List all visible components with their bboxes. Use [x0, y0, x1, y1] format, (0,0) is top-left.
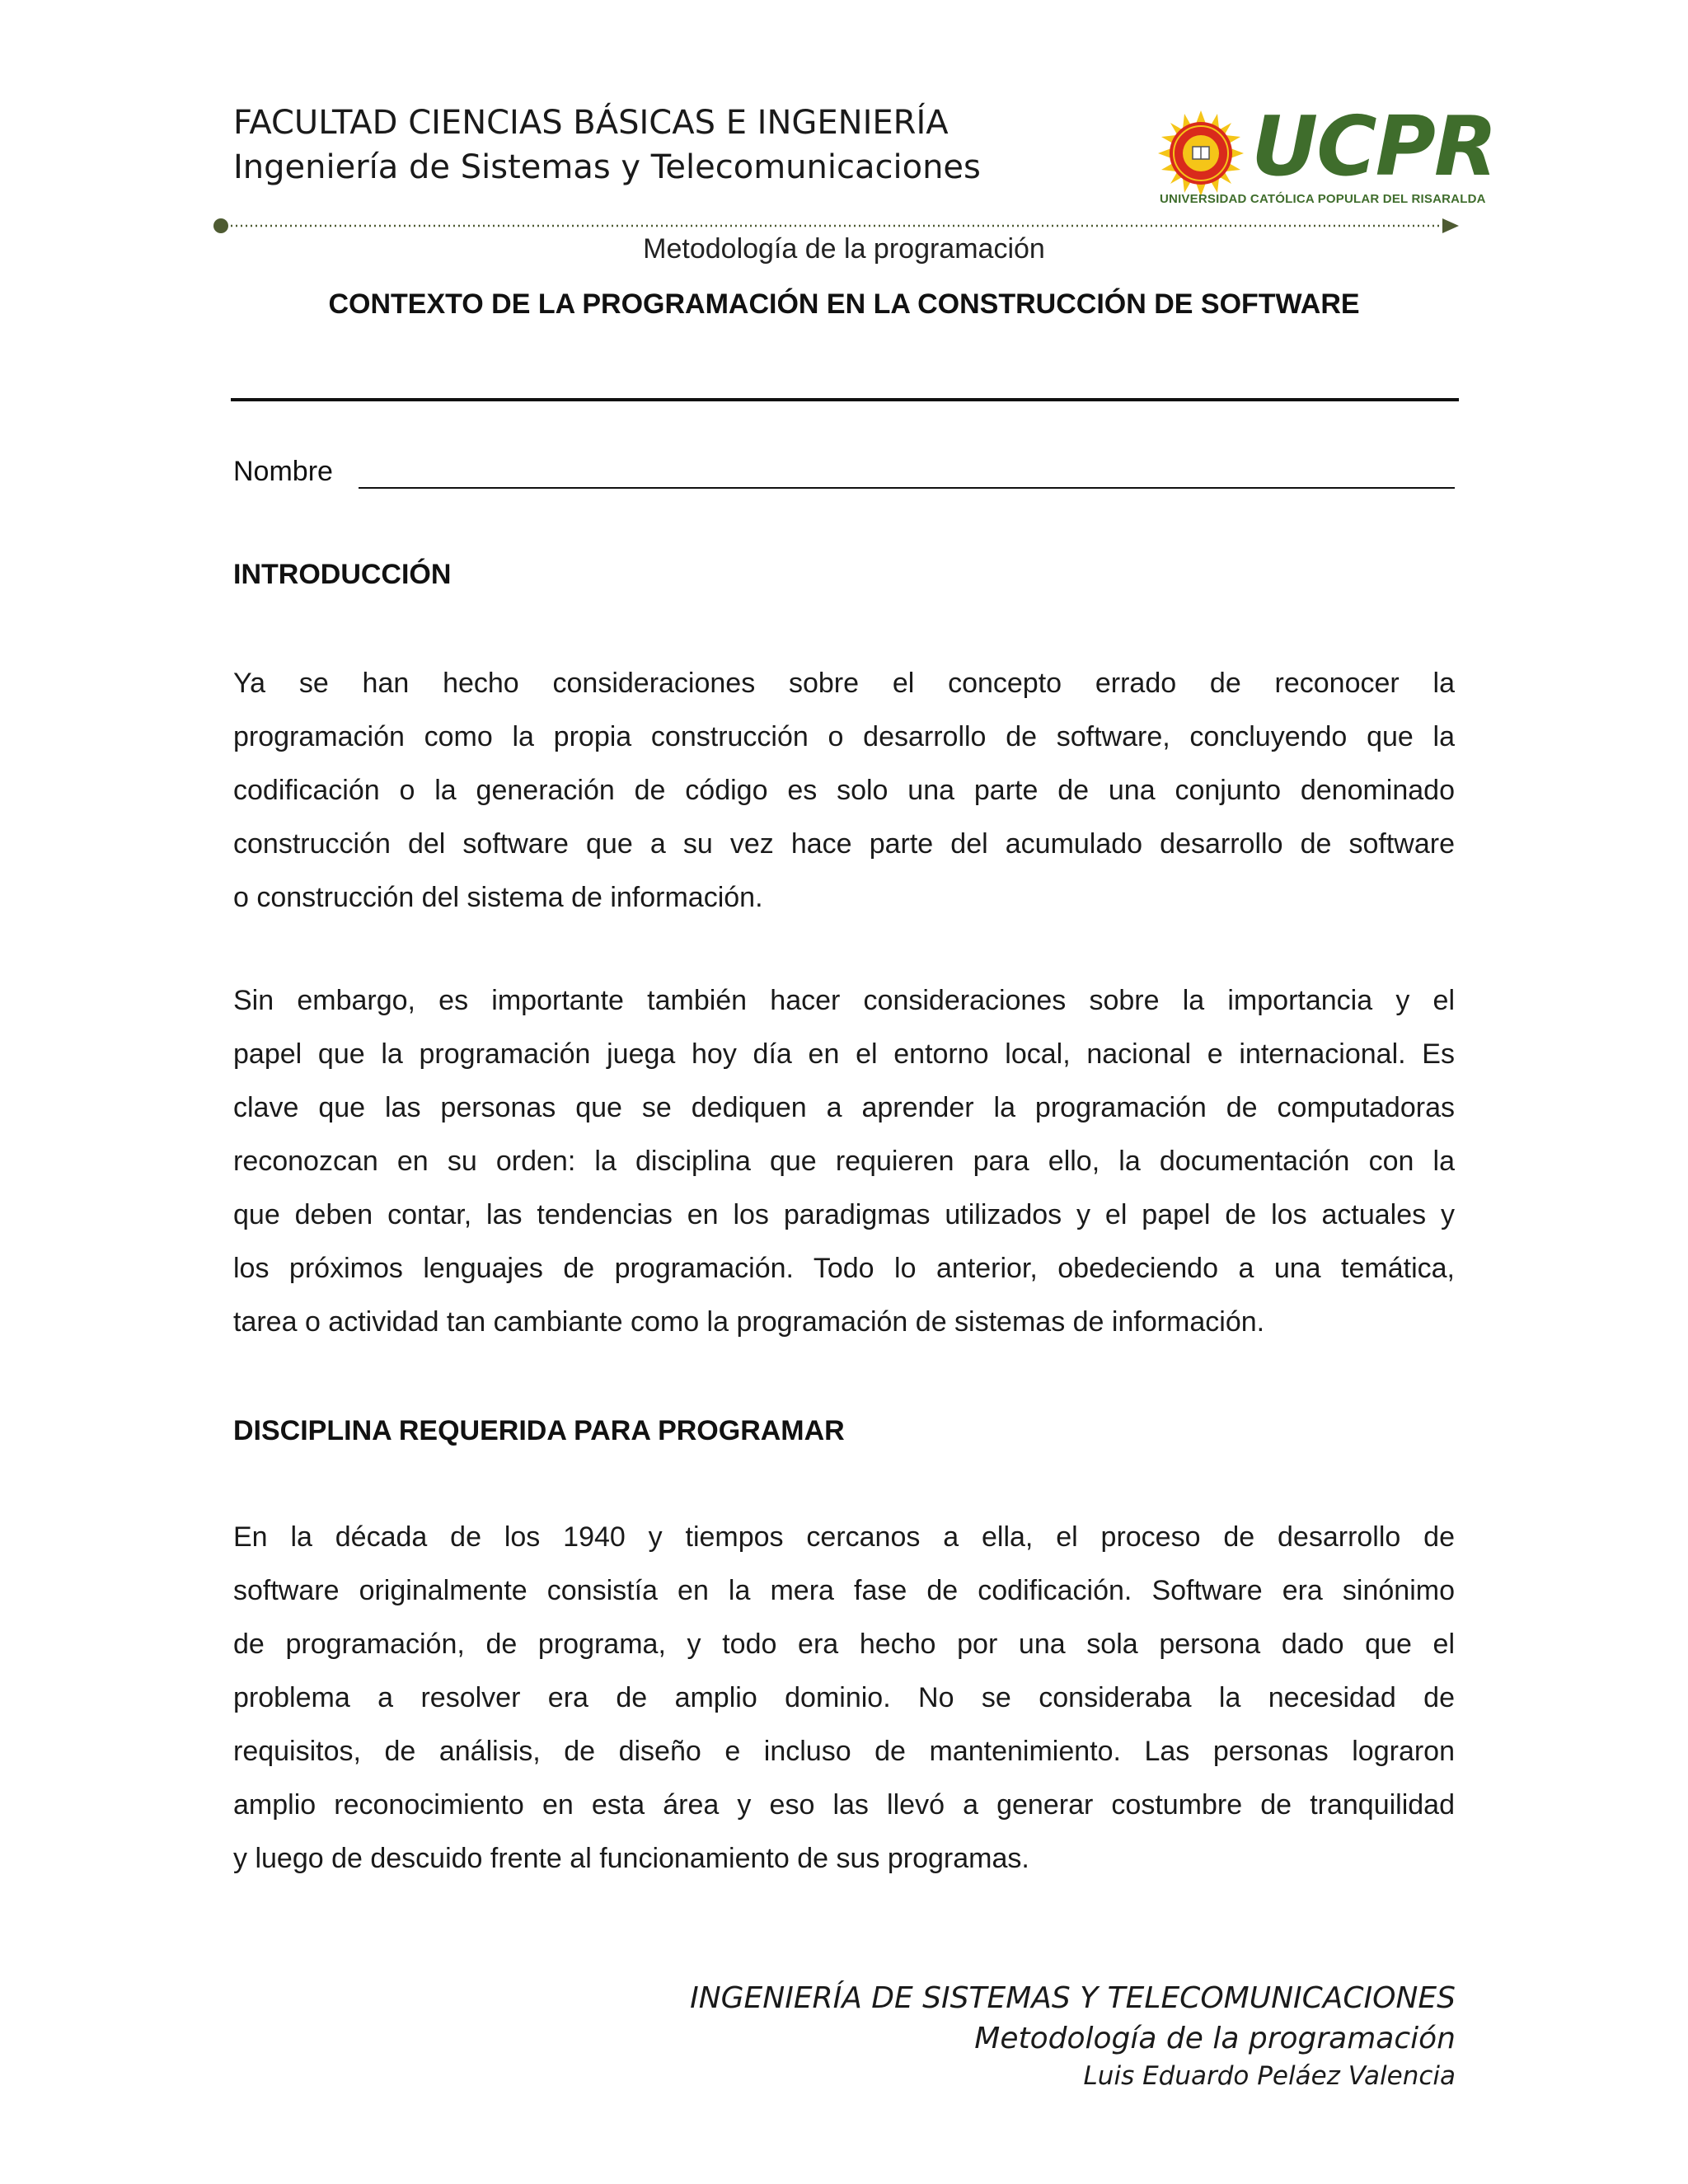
paragraph: [233, 974, 1455, 1349]
paragraph-line: software originalmente consistía en la mera fase de codificación. Software era sinónimo: [233, 1575, 1455, 1606]
section-heading-introduccion: INTRODUCCIÓN: [233, 559, 452, 590]
paragraph-line: clave que las personas que se dediquen a aprender la programación de computadoras: [233, 1092, 1455, 1123]
paragraph-line: que deben contar, las tendencias en los paradigmas utilizados y el papel de los actuales y: [233, 1199, 1455, 1230]
paragraph: [233, 1511, 1455, 1886]
section-heading-disciplina: DISCIPLINA REQUERIDA PARA PROGRAMAR: [233, 1415, 845, 1446]
paragraph: [233, 657, 1455, 925]
paragraph-line: de programación, de programa, y todo era hecho por una sola persona dado que el: [233, 1629, 1455, 1660]
paragraph-line: construcción del software que a su vez hace parte del acumulado desarrollo de software: [233, 828, 1455, 860]
faculty-name: FACULTAD CIENCIAS BÁSICAS E INGENIERÍA: [233, 104, 949, 142]
document-title: CONTEXTO DE LA PROGRAMACIÓN EN LA CONSTRUCCIÓN DE SOFTWARE: [328, 288, 1360, 320]
footer-program: INGENIERÍA DE SISTEMAS Y TELECOMUNICACIONES: [690, 1981, 1456, 2015]
paragraph-line: Ya se han hecho consideraciones sobre el concepto errado de reconocer la: [233, 668, 1455, 699]
paragraph-line: tarea o actividad tan cambiante como la programación de sistemas de información.: [233, 1306, 1265, 1338]
page-footer: [690, 1978, 1456, 2093]
faculty-header: [233, 101, 981, 190]
paragraph-line: y luego de descuido frente al funcionamiento de sus programas.: [233, 1843, 1029, 1874]
paragraph-line: Sin embargo, es importante también hacer consideraciones sobre la importancia y el: [233, 985, 1455, 1016]
paragraph-line: papel que la programación juega hoy día en el entorno local, nacional e internacional. Es: [233, 1038, 1455, 1070]
paragraph-line: o construcción del sistema de información.: [233, 882, 763, 913]
paragraph-line: los próximos lenguajes de programación. Todo lo anterior, obedeciendo a una temática,: [233, 1253, 1455, 1284]
paragraph-line: amplio reconocimiento en esta área y eso las llevó a generar costumbre de tranquilidad: [233, 1789, 1455, 1821]
paragraph-line: requisitos, de análisis, de diseño e incluso de mantenimiento. Las personas lograron: [233, 1736, 1455, 1767]
name-label: Nombre: [233, 456, 333, 487]
paragraph-line: programación como la propia construcción o desarrollo de software, concluyendo que la: [233, 721, 1455, 752]
paragraph-line: problema a resolver era de amplio dominio. No se consideraba la necesidad de: [233, 1682, 1455, 1713]
university-seal-icon: [1158, 110, 1244, 196]
course-name: Metodología de la programación: [643, 233, 1045, 265]
logo-subtitle: UNIVERSIDAD CATÓLICA POPULAR DEL RISARALDA: [1160, 192, 1486, 206]
name-field-line: [359, 487, 1455, 489]
title-divider: [231, 398, 1459, 401]
footer-author: Luis Eduardo Peláez Valencia: [1083, 2061, 1456, 2091]
paragraph-line: codificación o la generación de código es solo una parte de una conjunto denominado: [233, 775, 1455, 806]
footer-course: Metodología de la programación: [974, 2022, 1456, 2055]
program-name: Ingeniería de Sistemas y Telecomunicaciones: [233, 148, 981, 186]
paragraph-line: En la década de los 1940 y tiempos cercanos a ella, el proceso de desarrollo de: [233, 1521, 1455, 1553]
paragraph-line: reconozcan en su orden: la disciplina que requieren para ello, la documentación con la: [233, 1146, 1455, 1177]
logo-brand-text: UCPR: [1251, 98, 1496, 194]
ucpr-logo: [1154, 98, 1496, 208]
